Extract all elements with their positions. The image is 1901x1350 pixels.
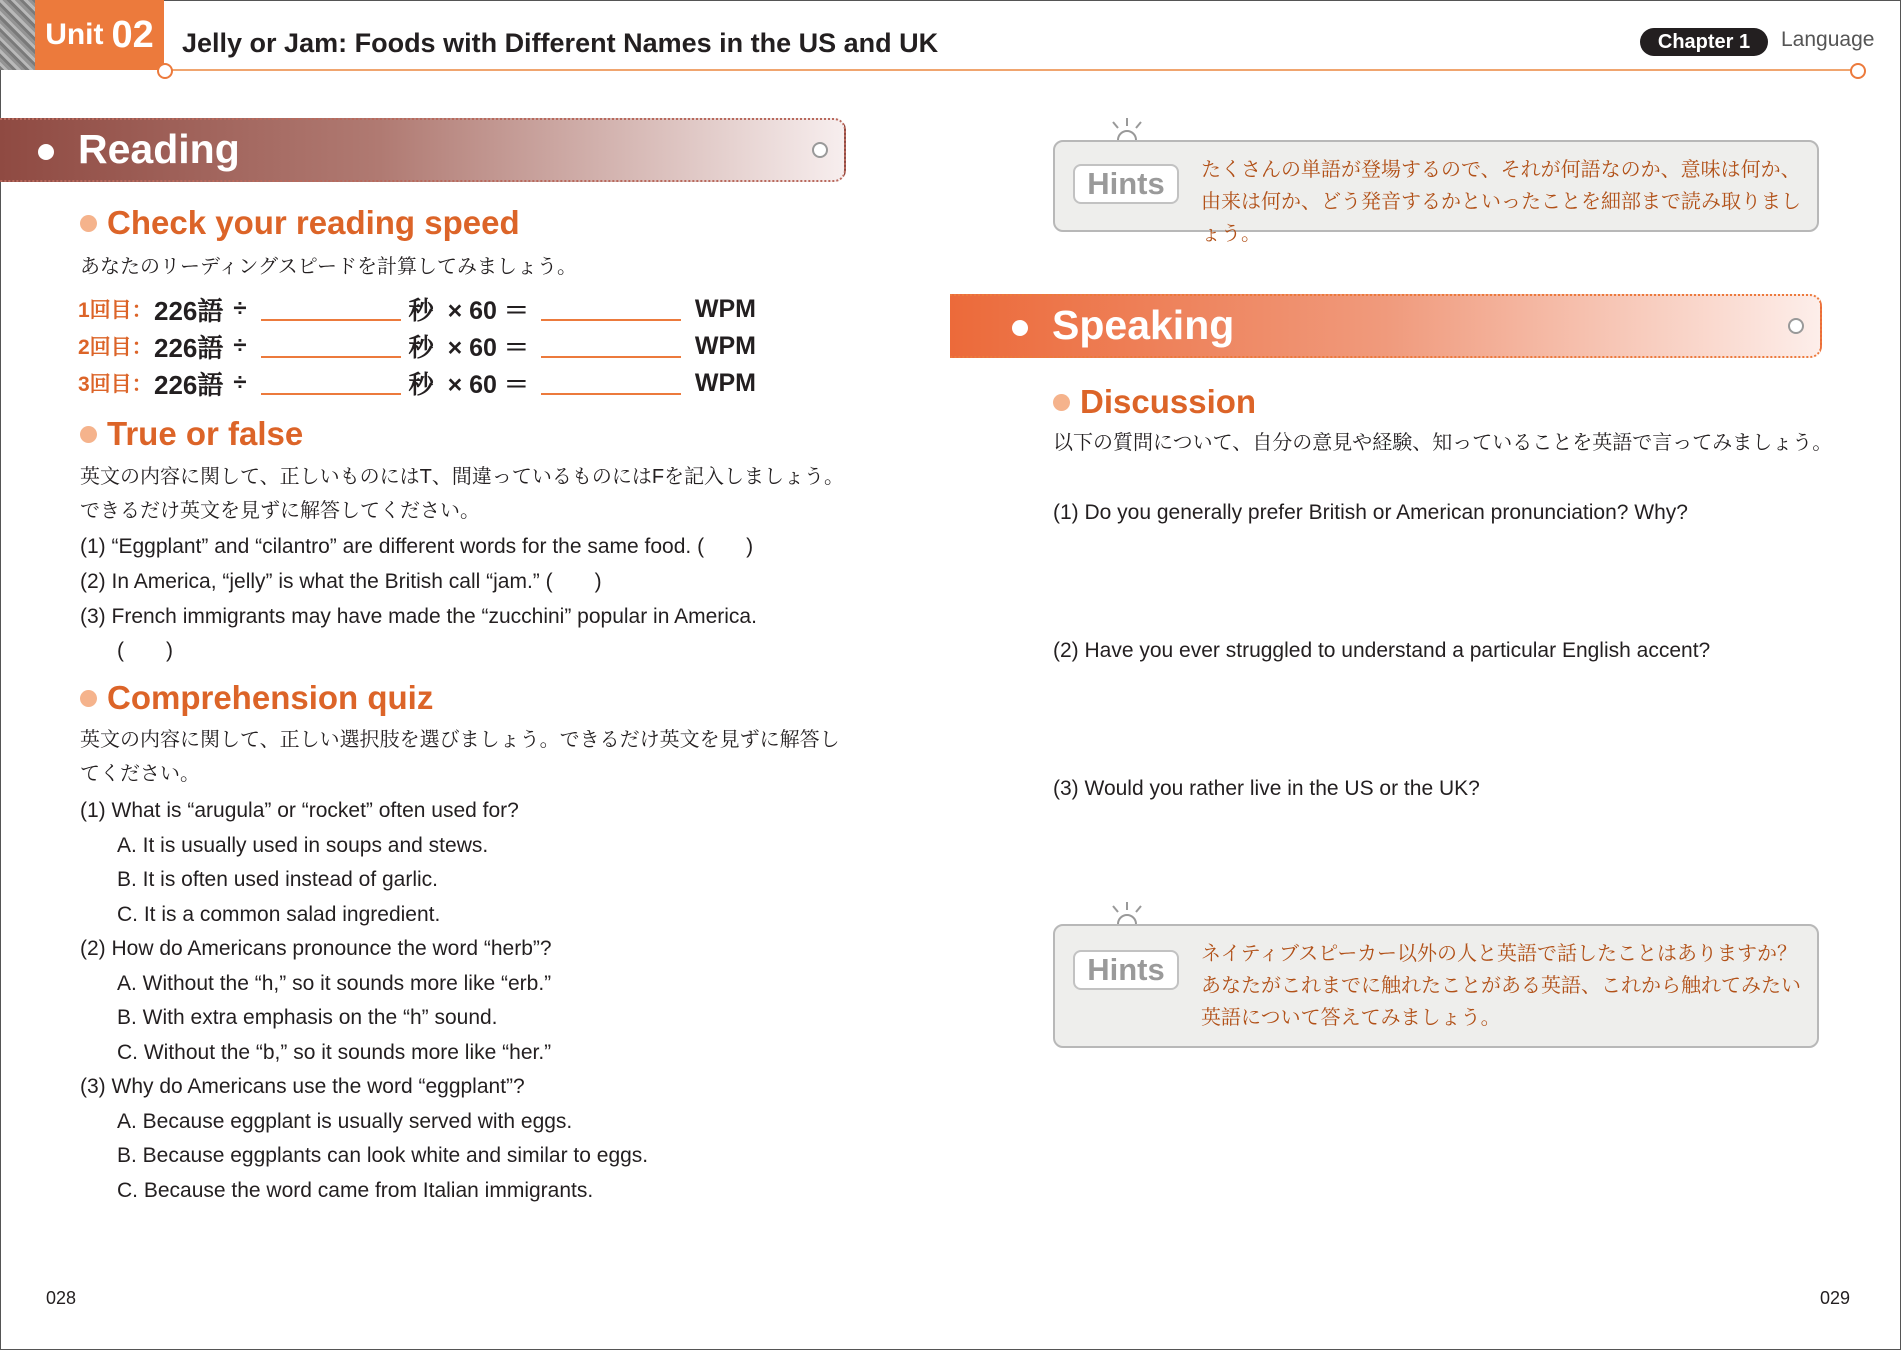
page-number-left: 028 [46, 1288, 77, 1308]
quiz-option: B. With extra emphasis on the “h” sound. [117, 1006, 498, 1029]
quiz-question-2: (2) How do Americans pronounce the word “herb”? [80, 937, 552, 960]
seconds-label: 秒 [408, 297, 434, 325]
true-false-item-1: (1) “Eggplant” and “cilantro” are different words for the same food. ( ) [80, 535, 754, 558]
hints-tag: Hints [1073, 164, 1179, 204]
hints-box-2 [1053, 924, 1819, 1048]
reading-title: Reading [78, 126, 240, 172]
speed-row-label: 1回目： [78, 299, 153, 322]
true-false-heading-text: True or false [107, 415, 304, 452]
quiz-option: A. Without the “h,” so it sounds more like “erb.” [117, 972, 552, 995]
bullet-icon [1012, 320, 1028, 336]
true-false-item-3: (3) French immigrants may have made the “zucchini” popular in America. [80, 605, 757, 628]
discussion-instruction: 以下の質問について、自分の意見や経験、知っていることを英語で言ってみましょう。 [1053, 432, 1833, 454]
quiz-question-3: (3) Why do Americans use the word “eggplant”? [80, 1075, 525, 1098]
true-false-item-3-blank[interactable]: ( ) [117, 639, 173, 662]
unit-badge [35, 0, 164, 70]
seconds-label: 秒 [408, 334, 434, 362]
speaking-banner [950, 294, 1822, 358]
bullet-icon [80, 690, 97, 707]
speed-heading-text: Check your reading speed [107, 204, 520, 241]
true-false-instruction-1: 英文の内容に関して、正しいものにはT、間違っているものにはFを記入しましょう。 [80, 466, 845, 488]
speed-instruction: あなたのリーディングスピードを計算してみましょう。 [80, 256, 577, 278]
quiz-option: B. It is often used instead of garlic. [117, 868, 439, 891]
quiz-instruction-2: てください。 [80, 763, 200, 785]
header-texture [0, 0, 35, 70]
wpm-blank[interactable] [541, 297, 681, 321]
wpm-label: WPM [694, 294, 756, 323]
hints-box-1 [1053, 140, 1819, 245]
speed-row-3 [78, 365, 756, 401]
quiz-heading-text: Comprehension quiz [107, 679, 434, 716]
quiz-instruction-1: 英文の内容に関して、正しい選択肢を選びましょう。できるだけ英文を見ずに解答し [80, 729, 840, 751]
unit-number: 02 [111, 13, 154, 56]
divide-sign: ÷ [233, 369, 247, 396]
page-number-right: 029 [1820, 1288, 1851, 1308]
quiz-option: C. Because the word came from Italian immigrants. [117, 1179, 594, 1202]
speed-word-count: 226語 [154, 369, 224, 400]
speed-row-label: 2回目： [78, 336, 153, 359]
page-title: Jelly or Jam: Foods with Different Names in the US and UK [182, 28, 939, 58]
quiz-option: A. Because eggplant is usually served with eggs. [117, 1110, 573, 1133]
divide-sign: ÷ [233, 295, 247, 322]
seconds-blank[interactable] [261, 297, 401, 321]
seconds-blank[interactable] [261, 334, 401, 358]
discussion-heading-text: Discussion [1080, 383, 1257, 420]
chapter-badge: Chapter 1 [1640, 28, 1768, 56]
unit-word: Unit [45, 18, 104, 51]
discussion-question-2: (2) Have you ever struggled to understand a particular English accent? [1053, 639, 1711, 662]
quiz-option: B. Because eggplants can look white and similar to eggs. [117, 1144, 649, 1167]
speed-heading [80, 204, 520, 242]
hints-text: たくさんの単語が登場するので、それが何語なのか、意味は何か、由来は何か、どう発音するかといったことを細部まで読み取りましょう。 [1201, 159, 1801, 245]
discussion-question-1: (1) Do you generally prefer British or American pronunciation? Why? [1053, 501, 1688, 524]
quiz-option: C. Without the “b,” so it sounds more like “her.” [117, 1041, 552, 1064]
speed-row-label: 3回目： [78, 373, 153, 396]
quiz-option: C. It is a common salad ingredient. [117, 903, 441, 926]
reading-banner [0, 118, 846, 182]
hints-text: ネイティブスピーカー以外の人と英語で話したことはありますか？ あなたがこれまでに触れたことがある英語、これから触れてみたい英語について答えてみましょう。 [1201, 943, 1817, 1029]
discussion-heading [1053, 383, 1256, 421]
speed-row-2 [78, 328, 756, 364]
quiz-option: A. It is usually used in soups and stews. [117, 834, 489, 857]
header-rule-dot-right [1850, 63, 1866, 79]
seconds-label: 秒 [408, 371, 434, 399]
header-rule-dot-left [157, 63, 173, 79]
speed-row-1 [78, 291, 756, 327]
times-sixty: × 60 ＝ [447, 297, 529, 325]
true-false-item-2: (2) In America, “jelly” is what the British call “jam.” ( ) [80, 570, 602, 593]
true-false-heading [80, 415, 303, 453]
speaking-title: Speaking [1052, 302, 1235, 348]
discussion-question-3: (3) Would you rather live in the US or the UK? [1053, 777, 1480, 800]
wpm-label: WPM [694, 331, 756, 360]
times-sixty: × 60 ＝ [447, 371, 529, 399]
wpm-blank[interactable] [541, 371, 681, 395]
quiz-heading [80, 679, 433, 717]
ring-icon [812, 142, 828, 158]
speed-word-count: 226語 [154, 332, 224, 363]
bullet-icon [80, 215, 97, 232]
divide-sign: ÷ [233, 332, 247, 359]
header-rule [164, 69, 1856, 71]
wpm-blank[interactable] [541, 334, 681, 358]
wpm-label: WPM [694, 368, 756, 397]
seconds-blank[interactable] [261, 371, 401, 395]
bullet-icon [80, 426, 97, 443]
bullet-icon [38, 144, 54, 160]
quiz-question-1: (1) What is “arugula” or “rocket” often used for? [80, 799, 519, 822]
chapter-name: Language [1781, 28, 1875, 51]
hints-tag: Hints [1073, 950, 1179, 990]
ring-icon [1788, 318, 1804, 334]
true-false-instruction-2: できるだけ英文を見ずに解答してください。 [80, 500, 480, 522]
times-sixty: × 60 ＝ [447, 334, 529, 362]
bullet-icon [1053, 394, 1070, 411]
speed-word-count: 226語 [154, 295, 224, 326]
